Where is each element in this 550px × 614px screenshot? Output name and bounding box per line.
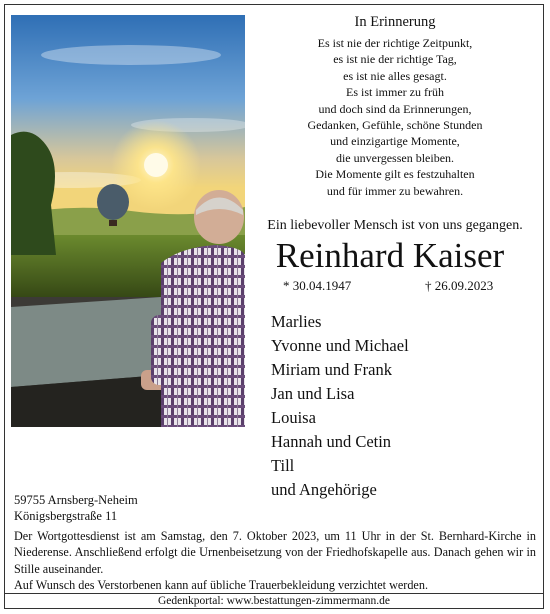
- intro-text: Ein liebevoller Mensch ist von uns gegangen.: [267, 218, 523, 233]
- mourner-item: und Angehörige: [271, 480, 377, 499]
- mourner-item: Miriam und Frank: [271, 360, 392, 379]
- service-paragraph: Der Wortgottesdienst ist am Samstag, den 7. Oktober 2023, um 11 Uhr in der St. Bernhard-Kirche in Niederense. Anschließend erfolgt die Urnenbeisetzung von der Friedhofskapelle aus. Danach gehen wir in Stille auseinander.: [14, 529, 536, 576]
- death-date: † 26.09.2023: [425, 278, 494, 293]
- mourners-list: [271, 310, 409, 502]
- poem-line: es ist nie der richtige Tag,: [333, 52, 457, 67]
- poem-title: In Erinnerung: [354, 14, 436, 30]
- poem-line: es ist nie alles gesagt.: [343, 68, 447, 83]
- poem-line: Es ist nie der richtige Zeitpunkt,: [317, 36, 473, 50]
- dress-code-note: Auf Wunsch des Verstorbenen kann auf übliche Trauerbekleidung verzichtet werden.: [14, 577, 428, 592]
- memorial-poem: [245, 13, 545, 199]
- mourner-item: Hannah und Cetin: [271, 432, 392, 451]
- birth-date: * 30.04.1947: [283, 278, 352, 293]
- memorial-portal-link[interactable]: Gedenkportal: www.bestattungen-zimmermann.de: [157, 595, 391, 607]
- poem-line: Es ist immer zu früh: [346, 85, 444, 100]
- mourner-item: Jan und Lisa: [271, 384, 355, 403]
- poem-line: und einzigartige Momente,: [330, 134, 460, 149]
- service-info: [14, 528, 536, 593]
- mourner-item: Marlies: [271, 312, 322, 331]
- poem-line: die unvergessen bleiben.: [335, 150, 455, 165]
- deceased-name: Reinhard Kaiser: [275, 236, 505, 275]
- mourner-item: Yvonne und Michael: [271, 336, 409, 355]
- poem-line: und doch sind da Erinnerungen,: [318, 101, 472, 116]
- address-street: Königsbergstraße 11: [14, 509, 118, 523]
- mourner-item: Louisa: [271, 408, 316, 427]
- poem-line: Die Momente gilt es festzuhalten: [315, 167, 475, 182]
- mourner-item: Till: [271, 456, 295, 475]
- poem-line: und für immer zu bewahren.: [326, 183, 464, 198]
- address-city: 59755 Arnsberg-Neheim: [14, 493, 138, 507]
- family-address: [14, 492, 138, 524]
- memorial-photo: [11, 15, 245, 427]
- poem-line: Gedanken, Gefühle, schöne Stunden: [307, 118, 483, 133]
